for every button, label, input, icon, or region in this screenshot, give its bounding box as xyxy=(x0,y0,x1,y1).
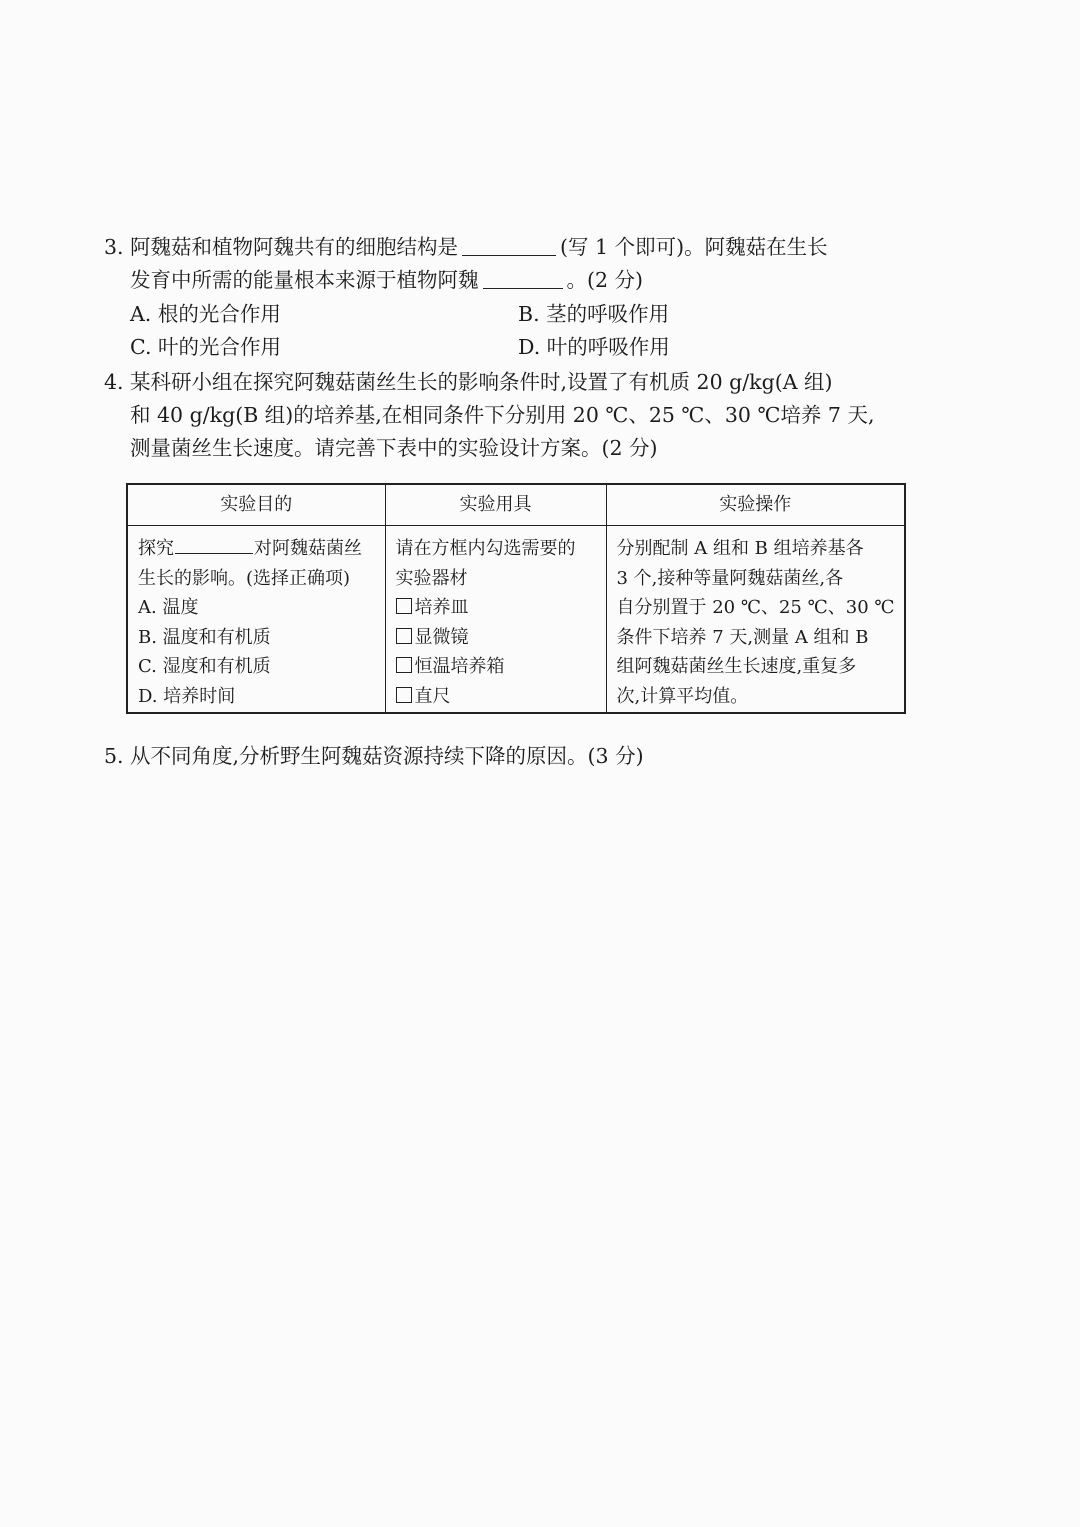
question-4-line-3: 测量菌丝生长速度。请完善下表中的实验设计方案。(2 分) xyxy=(130,436,658,460)
purpose-option-d: D. 培养时间 xyxy=(138,685,236,707)
tools-intro-2: 实验器材 xyxy=(395,567,468,589)
tool-label: 恒温培养箱 xyxy=(414,656,505,678)
operation-line: 组阿魏菇菌丝生长速度,重复多 xyxy=(616,656,857,678)
question-3-text-c: 发育中所需的能量根本来源于植物阿魏 xyxy=(130,268,479,292)
tool-label: 培养皿 xyxy=(414,597,469,619)
question-4 xyxy=(104,366,924,465)
tool-checkbox-dish[interactable] xyxy=(396,598,412,614)
operation-line: 自分别置于 20 ℃、25 ℃、30 ℃ xyxy=(616,597,895,619)
tool-checkbox-microscope[interactable] xyxy=(396,628,412,644)
purpose-cell xyxy=(127,526,385,714)
tool-item xyxy=(396,623,598,653)
operation-line: 3 个,接种等量阿魏菇菌丝,各 xyxy=(616,567,844,589)
operation-line: 条件下培养 7 天,测量 A 组和 B xyxy=(616,626,869,648)
experiment-table xyxy=(126,483,906,714)
operation-line: 分别配制 A 组和 B 组培养基各 xyxy=(616,538,864,559)
purpose-option-b: B. 温度和有机质 xyxy=(138,626,271,648)
operation-line: 次,计算平均值。 xyxy=(616,685,749,707)
option-c: C. 叶的光合作用 xyxy=(130,335,281,359)
option-b: B. 茎的呼吸作用 xyxy=(518,302,670,326)
question-3 xyxy=(104,231,924,297)
table-row xyxy=(127,526,905,714)
tool-item xyxy=(396,652,598,682)
purpose-text-b: 对阿魏菇菌丝 xyxy=(254,538,362,559)
tools-intro-1: 请在方框内勾选需要的 xyxy=(395,538,576,559)
tool-label: 显微镜 xyxy=(414,626,469,648)
tool-checkbox-incubator[interactable] xyxy=(396,657,412,673)
header-operation: 实验操作 xyxy=(606,484,905,526)
tool-checkbox-ruler[interactable] xyxy=(396,687,412,703)
purpose-text-c: 生长的影响。(选择正确项) xyxy=(138,567,351,589)
option-a: A. 根的光合作用 xyxy=(130,302,281,326)
question-4-number: 4. xyxy=(104,370,124,394)
purpose-answer-blank[interactable] xyxy=(175,537,253,554)
purpose-text-a: 探究 xyxy=(138,538,174,559)
question-5 xyxy=(104,740,924,773)
tools-cell xyxy=(385,526,606,714)
table-header-row xyxy=(127,484,905,526)
question-3-number: 3. xyxy=(104,235,124,259)
tool-item xyxy=(396,682,598,712)
option-d: D. 叶的呼吸作用 xyxy=(518,335,670,359)
question-3-text-d: 。(2 分) xyxy=(566,268,644,292)
question-4-line-1: 某科研小组在探究阿魏菇菌丝生长的影响条件时,设置了有机质 20 g/kg(A 组) xyxy=(130,370,833,394)
purpose-option-a: A. 温度 xyxy=(138,597,199,619)
header-tools: 实验用具 xyxy=(385,484,606,526)
operation-cell xyxy=(606,526,905,714)
answer-area[interactable] xyxy=(104,790,924,1430)
answer-blank-2[interactable] xyxy=(483,268,563,289)
question-5-text: 从不同角度,分析野生阿魏菇资源持续下降的原因。(3 分) xyxy=(130,744,644,768)
tool-item xyxy=(396,593,598,623)
question-4-line-2: 和 40 g/kg(B 组)的培养基,在相同条件下分别用 20 ℃、25 ℃、30 ℃培养 7 天, xyxy=(130,403,875,427)
question-5-number: 5. xyxy=(104,744,124,768)
question-3-text-b: (写 1 个即可)。阿魏菇在生长 xyxy=(560,235,828,259)
question-3-options xyxy=(130,298,910,364)
tool-label: 直尺 xyxy=(414,685,451,707)
purpose-option-c: C. 湿度和有机质 xyxy=(138,656,271,678)
header-purpose: 实验目的 xyxy=(127,484,385,526)
question-3-text-a: 阿魏菇和植物阿魏共有的细胞结构是 xyxy=(130,235,458,259)
answer-blank-1[interactable] xyxy=(462,235,556,256)
